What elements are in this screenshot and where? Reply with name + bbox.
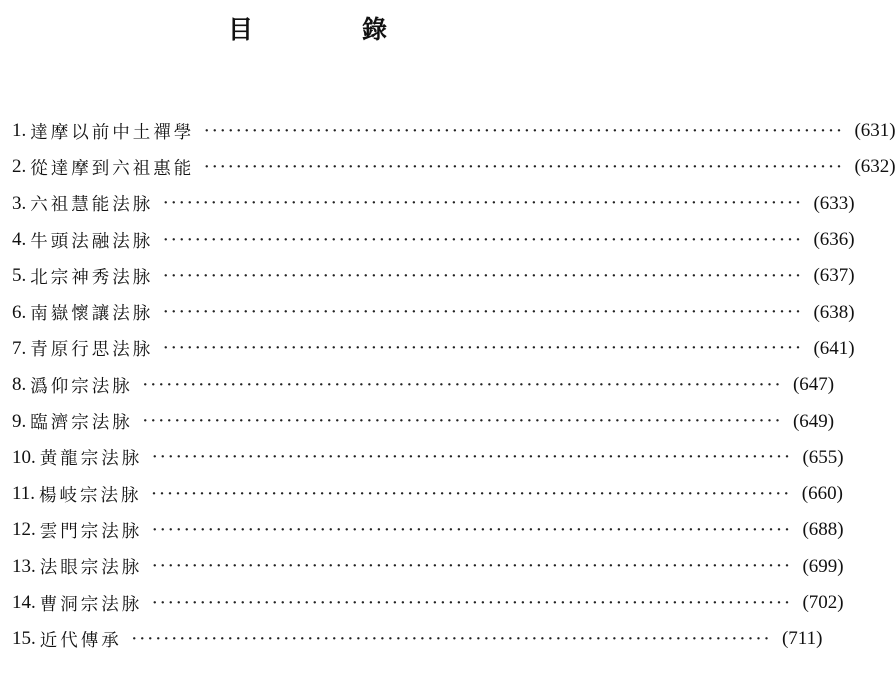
toc-entry-page-number: (641) — [813, 337, 855, 359]
toc-entry-number: 9. — [12, 410, 27, 432]
toc-entry-page-number: (702) — [802, 592, 844, 613]
toc-entry[interactable] — [12, 549, 844, 585]
toc-entry[interactable] — [12, 403, 835, 439]
page-title: 目 錄 — [227, 15, 429, 44]
dot-leader: ················································································ — [142, 376, 783, 393]
toc-entry-title: 青原行思法脉 — [30, 340, 154, 361]
toc-entry-title: 雲門宗法脉 — [39, 521, 143, 542]
toc-entry-page-number: (638) — [813, 301, 855, 323]
dot-leader: ················································································ — [151, 485, 792, 502]
toc-entry-title: 楊岐宗法脉 — [39, 485, 142, 506]
toc-entry[interactable] — [12, 331, 855, 367]
toc-entry[interactable] — [12, 367, 835, 403]
toc-entry-number: 7. — [12, 337, 27, 359]
dot-leader: ················································································ — [152, 521, 793, 538]
toc-entry-number: 6. — [12, 301, 27, 323]
toc-entry-number: 8. — [12, 374, 27, 396]
toc-entry-number: 1. — [12, 120, 27, 142]
toc-entry-title: 達摩以前中土禪學 — [30, 122, 195, 143]
toc-entry-page-number: (660) — [801, 483, 843, 505]
toc-entry[interactable] — [12, 258, 855, 294]
toc-entry-page-number: (647) — [792, 374, 835, 396]
toc-entry-number: 11. — [12, 483, 36, 505]
dot-leader: ················································································ — [163, 195, 804, 212]
toc-entry-page-number: (711) — [781, 628, 823, 650]
toc-entry[interactable] — [12, 113, 896, 149]
toc-entry-page-number: (631) — [854, 120, 896, 142]
toc-entry-page-number: (633) — [813, 192, 855, 214]
toc-entry[interactable] — [12, 621, 823, 657]
toc-entry[interactable] — [12, 149, 896, 185]
toc-entry-title: 南嶽懷讓法脉 — [30, 304, 154, 325]
toc-entry-page-number: (636) — [813, 229, 855, 251]
toc-entry-title: 潙仰宗法脉 — [30, 376, 133, 397]
toc-entry-number: 14. — [12, 592, 36, 613]
toc-entry-title: 北宗神秀法脉 — [30, 267, 154, 288]
dot-leader: ················································································ — [152, 449, 793, 466]
toc-entry-title: 曹洞宗法脉 — [39, 594, 143, 615]
toc-entry-title: 六祖慧能法脉 — [30, 195, 154, 216]
toc-entry-page-number: (632) — [854, 156, 896, 178]
toc-entry-page-number: (688) — [802, 519, 844, 541]
dot-leader: ················································································ — [204, 158, 845, 175]
toc-entry-page-number: (655) — [802, 446, 844, 468]
toc-entry-number: 4. — [12, 229, 27, 251]
toc-entry-number: 3. — [12, 192, 27, 214]
toc-entry[interactable] — [12, 294, 855, 330]
toc-entry-number: 13. — [12, 555, 36, 577]
table-of-contents — [12, 113, 896, 657]
toc-entry-number: 5. — [12, 265, 27, 287]
toc-entry-page-number: (649) — [792, 410, 835, 432]
toc-entry-number: 12. — [12, 519, 36, 541]
toc-entry-page-number: (699) — [802, 555, 844, 577]
dot-leader: ················································································ — [163, 231, 804, 248]
toc-entry-title: 從達摩到六祖惠能 — [30, 158, 195, 179]
toc-entry-number: 2. — [12, 156, 27, 178]
toc-entry-title: 黄龍宗法脉 — [39, 449, 143, 470]
dot-leader: ················································································ — [163, 267, 804, 284]
dot-leader: ················································································ — [152, 594, 793, 611]
toc-entry[interactable] — [12, 476, 843, 512]
dot-leader: ················································································ — [204, 122, 845, 139]
dot-leader: ················································································ — [142, 413, 783, 430]
dot-leader: ················································································ — [131, 630, 772, 647]
toc-entry[interactable] — [12, 222, 855, 258]
toc-entry[interactable] — [12, 512, 844, 548]
toc-entry[interactable] — [12, 440, 844, 476]
dot-leader: ················································································ — [163, 304, 804, 321]
toc-entry-title: 近代傳承 — [39, 630, 122, 651]
toc-entry-number: 15. — [12, 628, 36, 650]
toc-entry-number: 10. — [12, 446, 36, 468]
dot-leader: ················································································ — [163, 340, 804, 357]
toc-entry-title: 臨濟宗法脉 — [30, 413, 133, 434]
toc-entry-title: 牛頭法融法脉 — [30, 231, 154, 252]
toc-entry-title: 法眼宗法脉 — [39, 558, 143, 579]
toc-entry[interactable] — [12, 585, 844, 621]
toc-entry-page-number: (637) — [813, 265, 855, 287]
dot-leader: ················································································ — [152, 558, 793, 575]
toc-entry[interactable] — [12, 186, 855, 222]
